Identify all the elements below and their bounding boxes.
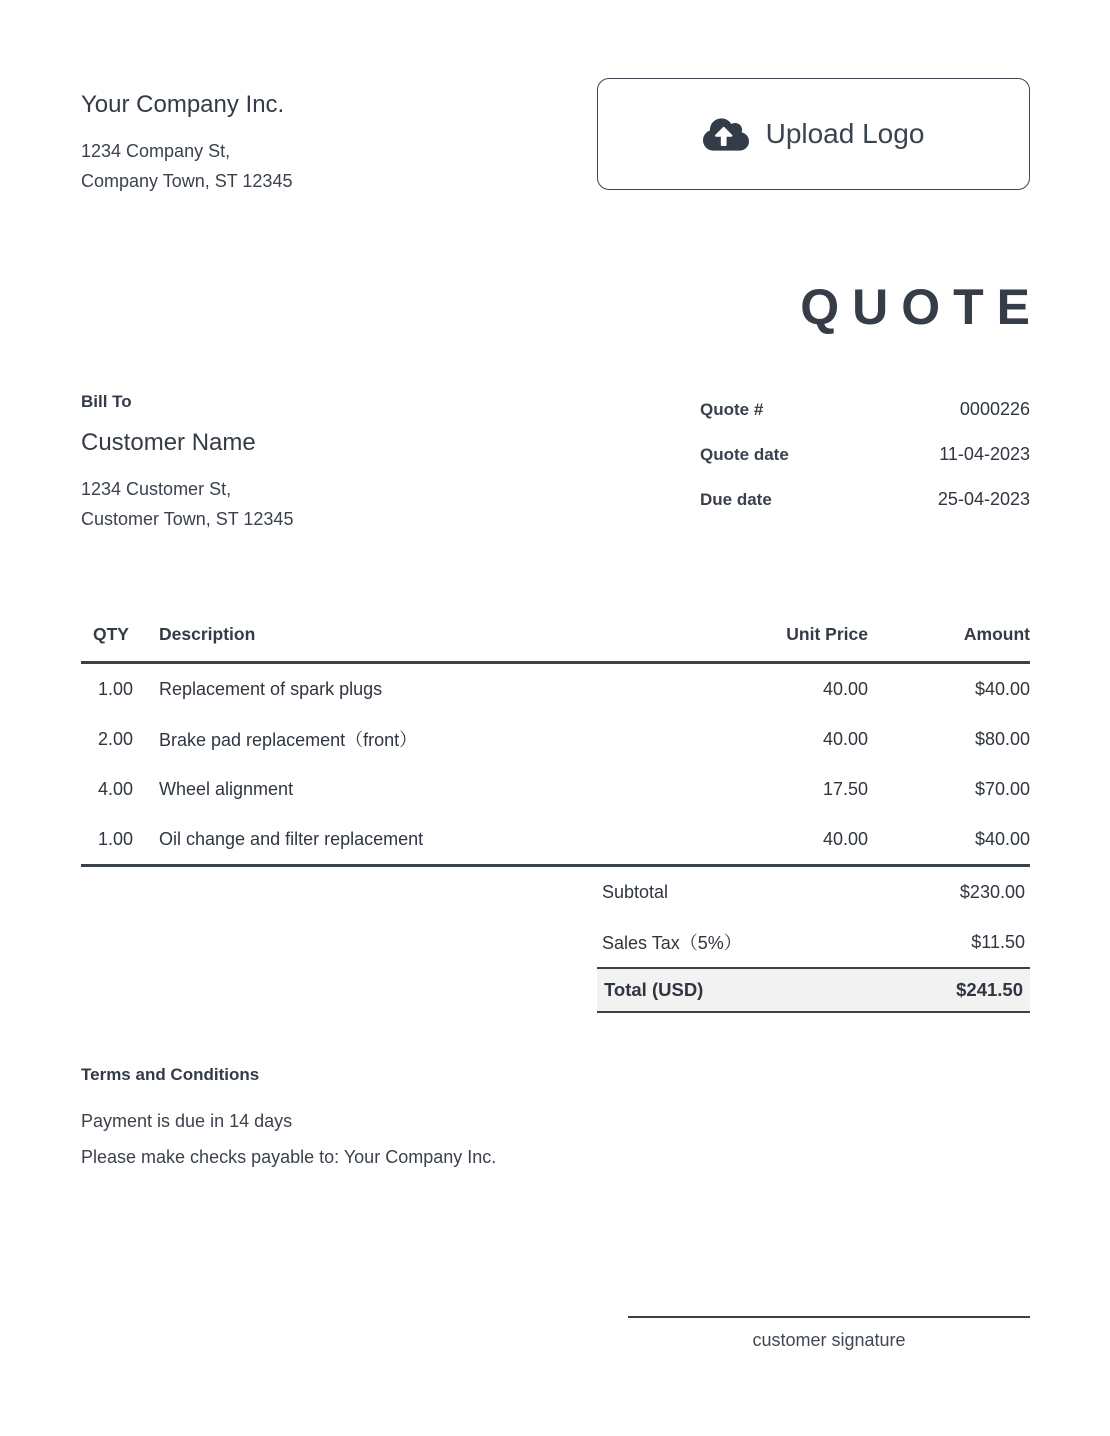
customer-address — [81, 474, 293, 534]
item-amount: $40.00 — [974, 828, 1030, 849]
totals-section — [597, 867, 1030, 1013]
subtotal-value: $230.00 — [959, 881, 1025, 902]
signature-label: customer signature — [752, 1330, 906, 1350]
item-amount: $40.00 — [974, 678, 1030, 699]
item-description: Wheel alignment — [159, 778, 294, 799]
item-qty: 4.00 — [97, 778, 133, 799]
header-amount: Amount — [963, 624, 1030, 644]
due-date-row — [700, 489, 1030, 510]
item-unit-price: 40.00 — [822, 678, 868, 699]
customer-name: Customer Name — [81, 429, 256, 456]
quote-number-label: Quote # — [700, 400, 764, 419]
quote-number-row — [700, 399, 1030, 420]
company-name: Your Company Inc. — [81, 91, 285, 118]
quote-date-row — [700, 444, 1030, 465]
item-description: Oil change and filter replacement — [159, 828, 424, 849]
subtotal-label: Subtotal — [602, 881, 669, 902]
items-table-header — [81, 624, 1030, 664]
item-amount: $80.00 — [974, 728, 1030, 749]
item-qty: 1.00 — [97, 828, 133, 849]
sales-tax-value: $11.50 — [971, 931, 1025, 952]
quote-meta — [700, 392, 1030, 534]
quote-date-value: 11-04-2023 — [939, 444, 1030, 464]
bill-meta-section — [81, 392, 1030, 534]
upload-logo-label: Upload Logo — [765, 118, 925, 149]
terms-line1: Payment is due in 14 days — [81, 1111, 293, 1131]
item-unit-price: 40.00 — [822, 728, 868, 749]
company-address-line1: 1234 Company St, — [81, 141, 231, 161]
upload-logo-button[interactable] — [597, 78, 1030, 190]
item-description: Brake pad replacement（front） — [159, 730, 418, 750]
header — [81, 78, 1030, 196]
quote-number-value: 0000226 — [959, 399, 1030, 419]
header-qty: QTY — [93, 624, 129, 644]
item-amount: $70.00 — [974, 778, 1030, 799]
quote-date-label: Quote date — [700, 445, 789, 464]
customer-address-line1: 1234 Customer St, — [81, 479, 232, 499]
sales-tax-label: Sales Tax（5%） — [602, 933, 742, 953]
header-description: Description — [159, 624, 256, 644]
table-row — [81, 714, 1030, 764]
signature-block — [628, 1316, 1030, 1351]
company-address — [81, 136, 292, 196]
bill-to-block — [81, 392, 293, 534]
item-qty: 1.00 — [97, 678, 133, 699]
item-unit-price: 17.50 — [822, 778, 868, 799]
sales-tax-row — [597, 917, 1030, 967]
total-row — [597, 967, 1030, 1013]
subtotal-row — [597, 867, 1030, 917]
company-info — [81, 78, 292, 196]
table-row — [81, 814, 1030, 864]
table-row — [81, 764, 1030, 814]
due-date-label: Due date — [700, 490, 772, 509]
total-value: $241.50 — [956, 979, 1023, 1000]
items-table — [81, 624, 1030, 867]
company-address-line2: Company Town, ST 12345 — [81, 171, 293, 191]
terms-heading: Terms and Conditions — [81, 1065, 260, 1084]
customer-address-line2: Customer Town, ST 12345 — [81, 509, 294, 529]
item-unit-price: 40.00 — [822, 828, 868, 849]
cloud-upload-icon — [703, 116, 749, 153]
document-title: QUOTE — [800, 279, 1043, 335]
header-unit-price: Unit Price — [786, 624, 868, 644]
due-date-value: 25-04-2023 — [937, 489, 1030, 509]
item-description: Replacement of spark plugs — [159, 678, 383, 699]
table-row — [81, 664, 1030, 714]
terms-section — [81, 1065, 1030, 1175]
total-label: Total (USD) — [604, 979, 704, 1000]
terms-line2: Please make checks payable to: Your Company Inc. — [81, 1147, 497, 1167]
bill-to-heading: Bill To — [81, 392, 132, 411]
items-table-body — [81, 664, 1030, 867]
item-qty: 2.00 — [97, 728, 133, 749]
